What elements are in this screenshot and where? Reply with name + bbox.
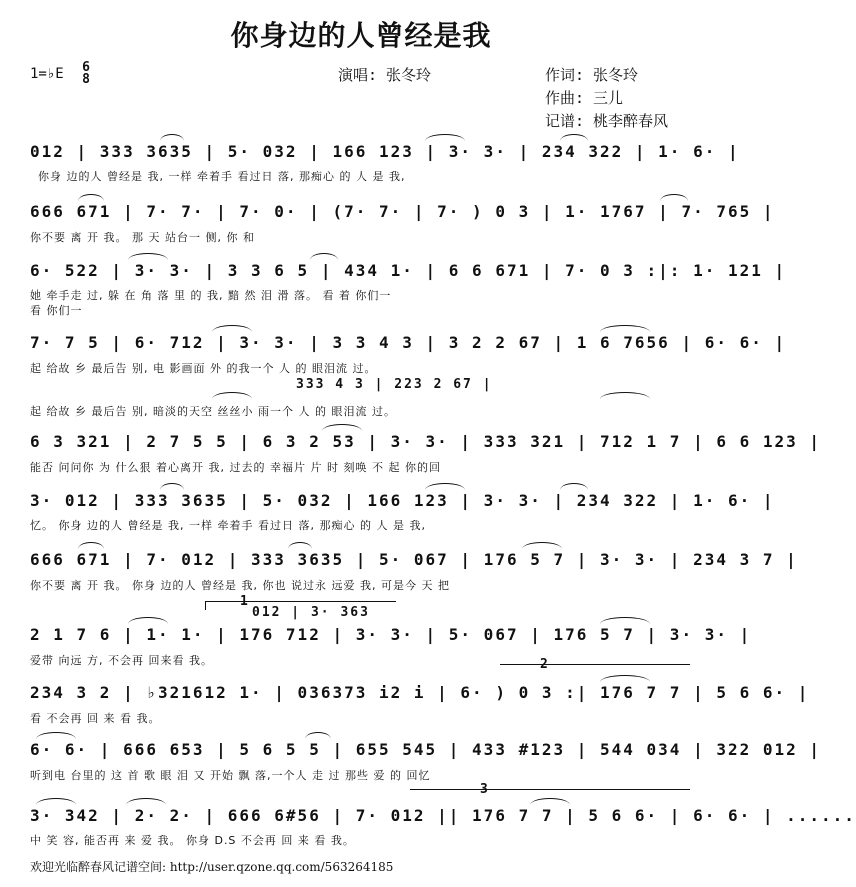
notation-row-7: 3· 012 | 333 3635 | 5· 032 | 166 123 | 3· 3· | 234 322 | 1· 6· | bbox=[30, 491, 775, 510]
notation-row-3: 6· 522 | 3· 3· | 3 3 6 5 | 434 1· | 6 6 671 | 7· 0 3 :|: 1· 121 | bbox=[30, 261, 787, 280]
notation-row-9: 2 1 7 6 | 1· 1· | 176 712 | 3· 3· | 5· 067 | 176 5 7 | 3· 3· | bbox=[30, 625, 752, 644]
volta-number-1: 1 bbox=[240, 594, 250, 609]
time-signature-top: 6 bbox=[82, 60, 90, 75]
slur-mark bbox=[560, 134, 588, 141]
slur-mark bbox=[600, 617, 650, 624]
slur-mark bbox=[128, 253, 168, 260]
slur-mark bbox=[522, 542, 562, 549]
slur-mark bbox=[128, 617, 168, 624]
key-text: 1=♭E bbox=[30, 66, 64, 82]
volta-notes-1: 012 | 3· 363 bbox=[252, 605, 370, 620]
transcriber-credit: 记谱: 桃李醉春风 bbox=[545, 112, 669, 130]
slur-mark bbox=[288, 542, 312, 549]
key-signature bbox=[30, 62, 90, 86]
slur-mark bbox=[600, 675, 650, 682]
composer-credit: 作曲: 三儿 bbox=[545, 89, 624, 107]
slur-mark bbox=[78, 542, 104, 549]
slur-mark bbox=[212, 325, 252, 332]
lyrics-row-4: 起 给故 乡 最后告 别, 电 影画面 外 的我一个 人 的 眼泪流 过。 bbox=[30, 362, 377, 375]
notation-row-2: 666 671 | 7· 7· | 7· 0· | (7· 7· | 7· ) 0 3 | 1· 1767 | 7· 765 | bbox=[30, 202, 775, 221]
notation-row-5: 333 4 3 | 223 2 67 | bbox=[296, 377, 493, 392]
slur-mark bbox=[660, 194, 688, 201]
notation-row-1: 012 | 333 3635 | 5· 032 | 166 123 | 3· 3· | 234 322 | 1· 6· | bbox=[30, 142, 740, 161]
slur-mark bbox=[600, 392, 650, 399]
singer-credit: 演唱: 张冬玲 bbox=[338, 66, 432, 84]
song-title: 你身边的人曾经是我 bbox=[230, 19, 492, 52]
lyrics-row-6: 能否 问问你 为 什么狠 着心离开 我, 过去的 幸福片 片 时 刻唤 不 起 你的回 bbox=[30, 461, 441, 474]
time-signature-bottom: 8 bbox=[82, 72, 90, 87]
notation-row-10: 234 3 2 | ♭321612 1· | 036373 i2 i | 6· ) 0 3 :| 176 7 7 | 5 6 6· | bbox=[30, 683, 810, 702]
slur-mark bbox=[212, 392, 252, 399]
slur-mark bbox=[126, 798, 166, 805]
lyrics-row-1: 你身 边的人 曾经是 我, 一样 牵着手 看过日 落, 那痴心 的 人 是 我, bbox=[38, 170, 406, 183]
lyrics-row-10: 看 不会再 回 来 看 我。 bbox=[30, 712, 161, 725]
volta-bracket-2 bbox=[500, 664, 690, 665]
slur-mark bbox=[160, 134, 184, 141]
slur-mark bbox=[560, 483, 588, 490]
slur-mark bbox=[305, 732, 331, 739]
slur-mark bbox=[36, 732, 76, 739]
volta-number-3: 3 bbox=[480, 782, 490, 797]
notation-row-4: 7· 7 5 | 6· 712 | 3· 3· | 3 3 4 3 | 3 2 2 67 | 1 6 7656 | 6· 6· | bbox=[30, 333, 787, 352]
slur-mark bbox=[36, 798, 76, 805]
slur-mark bbox=[425, 134, 465, 141]
lyrics-row-11: 听到电 台里的 这 首 歌 眼 泪 又 开始 飘 落,一个人 走 过 那些 爱 的 回忆 bbox=[30, 769, 431, 782]
footer-note: 欢迎光临醉春风记谱空间: http://user.qzone.qq.com/563264185 bbox=[30, 860, 394, 874]
slur-mark bbox=[600, 325, 650, 332]
notation-row-11: 6· 6· | 666 653 | 5 6 5 5 | 655 545 | 433 #123 | 544 034 | 322 012 | bbox=[30, 740, 822, 759]
lyrics-row-9: 爱带 向远 方, 不会再 回来看 我。 bbox=[30, 654, 213, 667]
time-signature bbox=[82, 62, 90, 86]
notation-row-6: 6 3 321 | 2 7 5 5 | 6 3 2 53 | 3· 3· | 333 321 | 712 1 7 | 6 6 123 | bbox=[30, 432, 822, 451]
notation-row-12: 3· 342 | 2· 2· | 666 6#56 | 7· 012 || 176 7 7 | 5 6 6· | 6· 6· | ...... bbox=[30, 806, 856, 825]
lyrics-row-3a: 她 牵手走 过, 躲 在 角 落 里 的 我, 黯 然 泪 滑 落。 看 着 你们一 bbox=[30, 289, 392, 302]
slur-mark bbox=[530, 798, 570, 805]
lyrics-row-3b: 看 你们一 bbox=[30, 304, 83, 317]
lyrics-row-5: 起 给故 乡 最后告 别, 暗淡的天空 丝丝小 雨一个 人 的 眼泪流 过。 bbox=[30, 405, 396, 418]
volta-bracket-3 bbox=[410, 789, 690, 790]
notation-row-8: 666 671 | 7· 012 | 333 3635 | 5· 067 | 176 5 7 | 3· 3· | 234 3 7 | bbox=[30, 550, 798, 569]
lyrics-row-2: 你不要 离 开 我。 那 天 站台一 侧, 你 和 bbox=[30, 231, 255, 244]
lyricist-credit: 作词: 张冬玲 bbox=[545, 66, 639, 84]
lyrics-row-8: 你不要 离 开 我。 你身 边的人 曾经是 我, 你也 说过永 远爱 我, 可是今 天 把 bbox=[30, 579, 450, 592]
slur-mark bbox=[78, 194, 104, 201]
lyrics-row-12: 中 笑 容, 能否再 来 爱 我。 你身 D.S 不会再 回 来 看 我。 bbox=[30, 834, 355, 847]
slur-mark bbox=[310, 253, 338, 260]
volta-number-2: 2 bbox=[540, 657, 550, 672]
slur-mark bbox=[160, 483, 184, 490]
slur-mark bbox=[425, 483, 465, 490]
lyrics-row-7: 忆。 你身 边的人 曾经是 我, 一样 牵着手 看过日 落, 那痴心 的 人 是 我, bbox=[30, 519, 426, 532]
slur-mark bbox=[322, 424, 362, 431]
